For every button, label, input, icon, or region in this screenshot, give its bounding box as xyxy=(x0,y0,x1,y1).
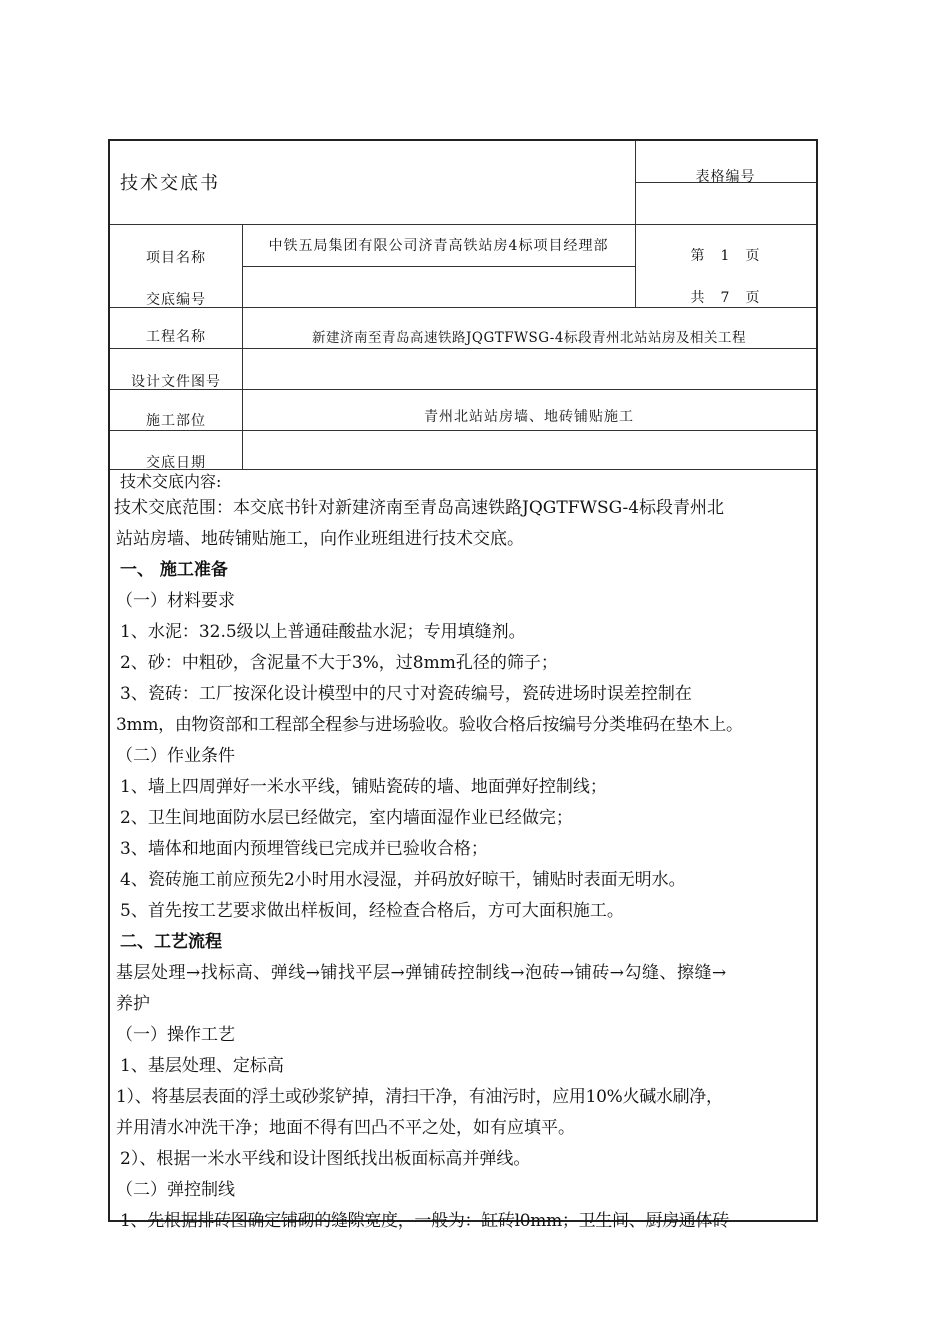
content-heading: 技术交底内容: xyxy=(120,472,222,491)
field-label-project-name: 项目名称 xyxy=(146,250,206,266)
section-heading: 二、工艺流程 xyxy=(120,932,222,952)
content-line: 3、墙体和地面内预埋管线已完成并已验收合格； xyxy=(120,839,488,859)
page-total: 共 7 页 xyxy=(690,289,761,306)
field-label-disclosure-date: 交底日期 xyxy=(146,454,206,471)
field-label-disclosure-number: 交底编号 xyxy=(146,291,206,308)
subsection-heading: （一）操作工艺 xyxy=(116,1025,235,1045)
field-value-engineering-name: 新建济南至青岛高速铁路JQGTFWSG-4标段青州北站站房及相关工程 xyxy=(312,329,746,346)
field-label-construction-location: 施工部位 xyxy=(146,412,206,429)
subsection-heading: （二）作业条件 xyxy=(116,746,235,766)
content-line: 养护 xyxy=(116,994,150,1014)
content-line: 2、砂：中粗砂，含泥量不大于3%，过8mm孔径的筛子； xyxy=(120,653,558,673)
content-line: 并用清水冲洗干净；地面不得有凹凸不平之处，如有应填平。 xyxy=(116,1118,575,1138)
field-label-engineering-name: 工程名称 xyxy=(146,328,206,345)
form-number-value xyxy=(635,182,816,224)
subsection-heading: （二）弹控制线 xyxy=(116,1180,235,1200)
content-line: 3、瓷砖：工厂按深化设计模型中的尺寸对瓷砖编号，瓷砖进场时误差控制在 xyxy=(120,684,692,704)
content-line: 1、水泥：32.5级以上普通硅酸盐水泥；专用填缝剂。 xyxy=(120,622,526,642)
content-line: 5、首先按工艺要求做出样板间，经检查合格后，方可大面积施工。 xyxy=(120,901,624,921)
document-title: 技术交底书 xyxy=(120,173,220,194)
page-current: 第 1 页 xyxy=(690,248,761,264)
content-line: 4、瓷砖施工前应预先2小时用水浸湿，并码放好晾干，铺贴时表面无明水。 xyxy=(120,870,686,890)
content-line: 3mm，由物资部和工程部全程参与进场验收。验收合格后按编号分类堆码在垫木上。 xyxy=(116,715,743,735)
content-line: 1、基层处理、定标高 xyxy=(120,1056,284,1076)
form-number-label: 表格编号 xyxy=(695,168,756,185)
disclosure-content xyxy=(110,471,816,1237)
content-line: 1、先根据排砖图确定铺砌的缝隙宽度，一般为：缸砖l0mm；卫生间、厨房通体砖 xyxy=(120,1211,729,1231)
field-value-disclosure-number xyxy=(242,266,635,307)
section-heading: 一、 施工准备 xyxy=(120,560,228,580)
content-line: 2、卫生间地面防水层已经做完，室内墙面湿作业已经做完； xyxy=(120,808,573,828)
field-value-construction-location: 青州北站站房墙、地砖铺贴施工 xyxy=(424,408,634,425)
content-line: 2）、根据一米水平线和设计图纸找出板面标高并弹线。 xyxy=(120,1149,531,1169)
field-value-design-drawing-number xyxy=(242,348,816,389)
content-line: 1）、将基层表面的浮土或砂浆铲掉，清扫干净，有油污时，应用10%火碱水刷净， xyxy=(116,1087,723,1107)
field-value-disclosure-date xyxy=(242,430,816,469)
field-value-project-name: 中铁五局集团有限公司济青高铁站房4标项目经理部 xyxy=(268,238,609,254)
content-line: 1、墙上四周弹好一米水平线，铺贴瓷砖的墙、地面弹好控制线； xyxy=(120,777,607,797)
content-line: 基层处理→找标高、弹线→铺找平层→弹铺砖控制线→泡砖→铺砖→勾缝、擦缝→ xyxy=(116,963,727,983)
content-line: 技术交底范围：本交底书针对新建济南至青岛高速铁路JQGTFWSG-4标段青州北 xyxy=(114,498,725,518)
tech-disclosure-form xyxy=(108,139,818,1231)
field-label-design-drawing-number: 设计文件图号 xyxy=(131,373,221,390)
content-line: 站站房墙、地砖铺贴施工，向作业班组进行技术交底。 xyxy=(116,529,524,549)
subsection-heading: （一）材料要求 xyxy=(116,591,235,611)
